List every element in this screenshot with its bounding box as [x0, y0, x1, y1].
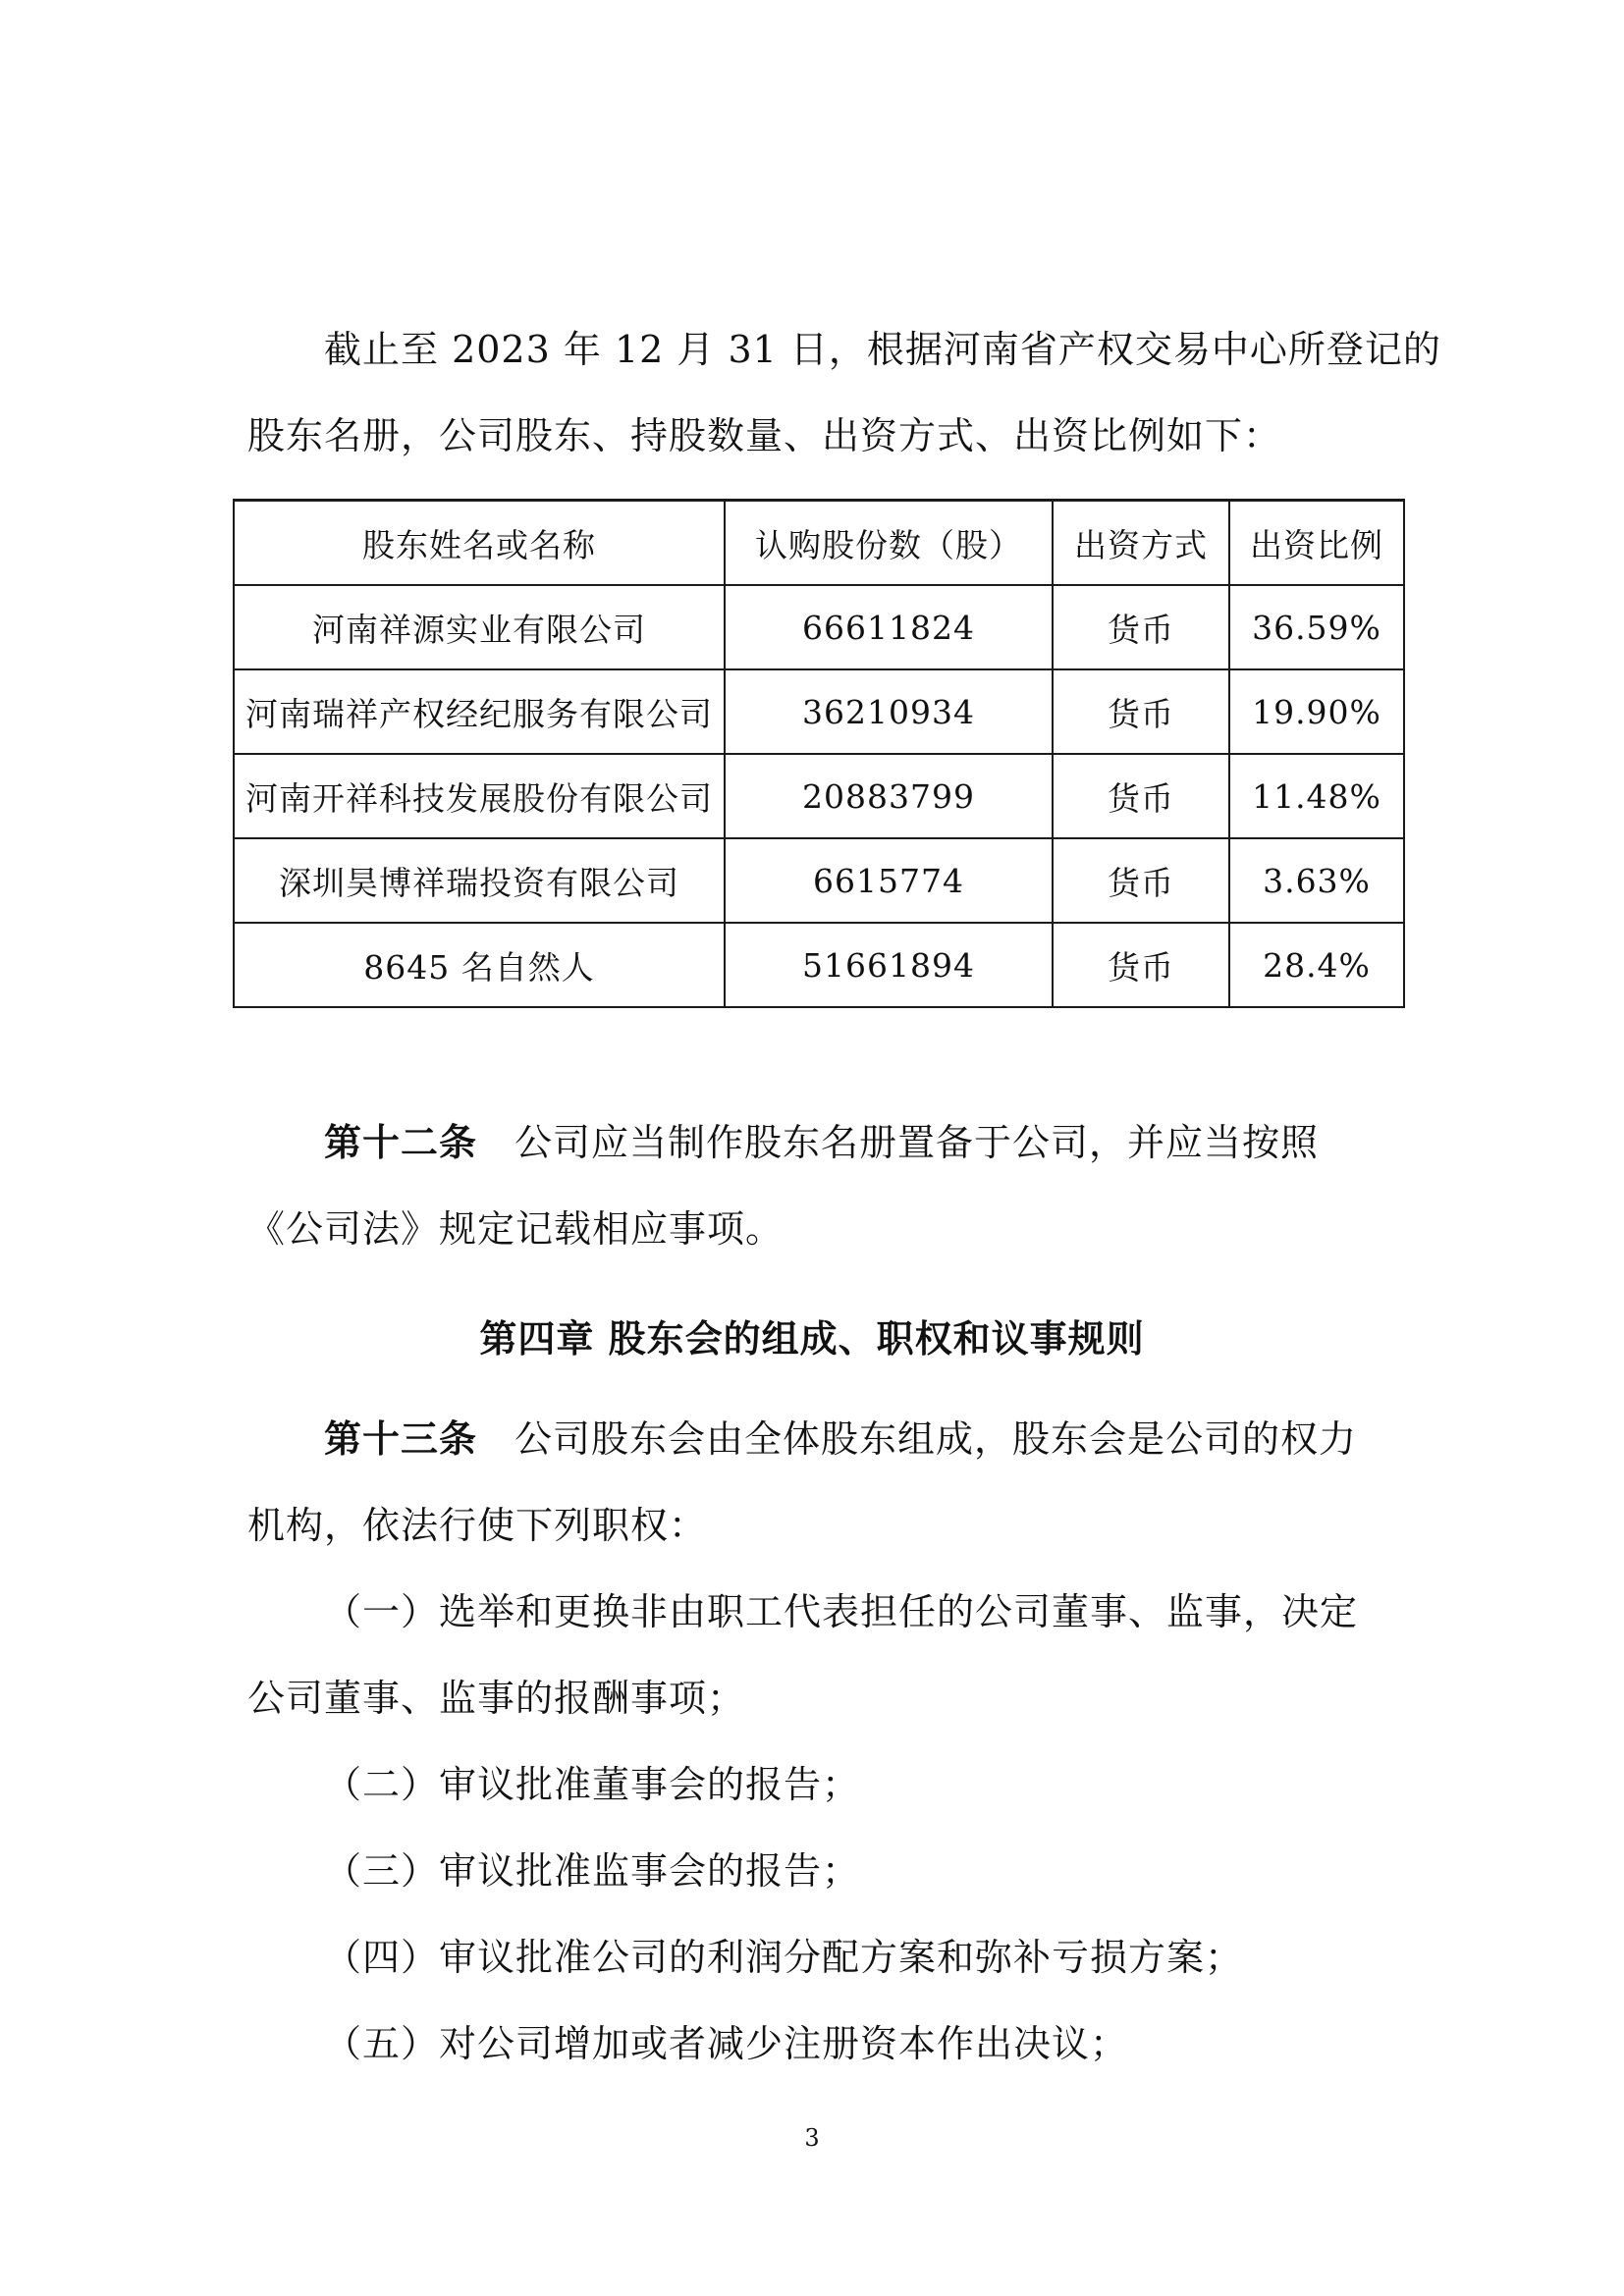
- cell-shares: 36210934: [725, 669, 1053, 754]
- article-13-line-2: 机构，依法行使下列职权：: [247, 1504, 708, 1547]
- header-contribution-ratio: 出资比例: [1229, 501, 1404, 586]
- table-row: [234, 838, 1404, 923]
- cell-ratio: 19.90%: [1229, 669, 1404, 754]
- cell-name: 河南瑞祥产权经纪服务有限公司: [234, 669, 725, 754]
- list-item-2: （二）审议批准董事会的报告；: [324, 1763, 861, 1806]
- cell-ratio: 28.4%: [1229, 923, 1404, 1007]
- cell-shares: 20883799: [725, 754, 1053, 838]
- table-row: [234, 923, 1404, 1007]
- list-item-1-line-2: 公司董事、监事的报酬事项；: [247, 1677, 746, 1720]
- cell-method: 货币: [1053, 669, 1229, 754]
- article-12-line-2: 《公司法》规定记载相应事项。: [247, 1207, 785, 1251]
- cell-method: 货币: [1053, 923, 1229, 1007]
- cell-ratio: 3.63%: [1229, 838, 1404, 923]
- cell-ratio: 11.48%: [1229, 754, 1404, 838]
- header-contribution-method: 出资方式: [1053, 501, 1229, 586]
- table-row: [234, 669, 1404, 754]
- cell-ratio: 36.59%: [1229, 585, 1404, 669]
- chapter-4-heading: 第四章 股东会的组成、职权和议事规则: [479, 1316, 1145, 1361]
- article-13-line-1: [324, 1415, 1463, 1463]
- cell-method: 货币: [1053, 754, 1229, 838]
- article-13-label: 第十三条: [324, 1416, 478, 1461]
- table-row: [234, 585, 1404, 669]
- list-item-3: （三）审议批准监事会的报告；: [324, 1849, 861, 1893]
- cell-shares: 66611824: [725, 585, 1053, 669]
- article-13-text-1: 公司股东会由全体股东组成，股东会是公司的权力: [514, 1417, 1358, 1461]
- intro-line-2: 股东名册，公司股东、持股数量、出资方式、出资比例如下：: [247, 414, 1282, 457]
- cell-name: 河南祥源实业有限公司: [234, 585, 725, 669]
- header-subscribed-shares: 认购股份数（股）: [725, 501, 1053, 586]
- list-item-1-line-1: （一）选举和更换非由职工代表担任的公司董事、监事，决定: [324, 1590, 1359, 1633]
- cell-shares: 51661894: [725, 923, 1053, 1007]
- list-item-4: （四）审议批准公司的利润分配方案和弥补亏损方案；: [324, 1936, 1244, 1979]
- shareholder-table: [233, 499, 1405, 1008]
- cell-method: 货币: [1053, 838, 1229, 923]
- cell-name: 8645 名自然人: [234, 923, 725, 1007]
- header-shareholder-name: 股东姓名或名称: [234, 501, 725, 586]
- cell-name: 深圳昊博祥瑞投资有限公司: [234, 838, 725, 923]
- intro-line-1: 截止至 2023 年 12 月 31 日，根据河南省产权交易中心所登记的: [324, 328, 1441, 371]
- cell-name: 河南开祥科技发展股份有限公司: [234, 754, 725, 838]
- page-number: 3: [804, 2124, 820, 2152]
- cell-shares: 6615774: [725, 838, 1053, 923]
- article-12-label: 第十二条: [324, 1120, 478, 1164]
- table-row: [234, 754, 1404, 838]
- article-12-text-1: 公司应当制作股东名册置备于公司，并应当按照: [514, 1121, 1320, 1164]
- table-header-row: [234, 501, 1404, 586]
- cell-method: 货币: [1053, 585, 1229, 669]
- article-12-line-1: [324, 1119, 1463, 1166]
- list-item-5: （五）对公司增加或者减少注册资本作出决议；: [324, 2022, 1129, 2065]
